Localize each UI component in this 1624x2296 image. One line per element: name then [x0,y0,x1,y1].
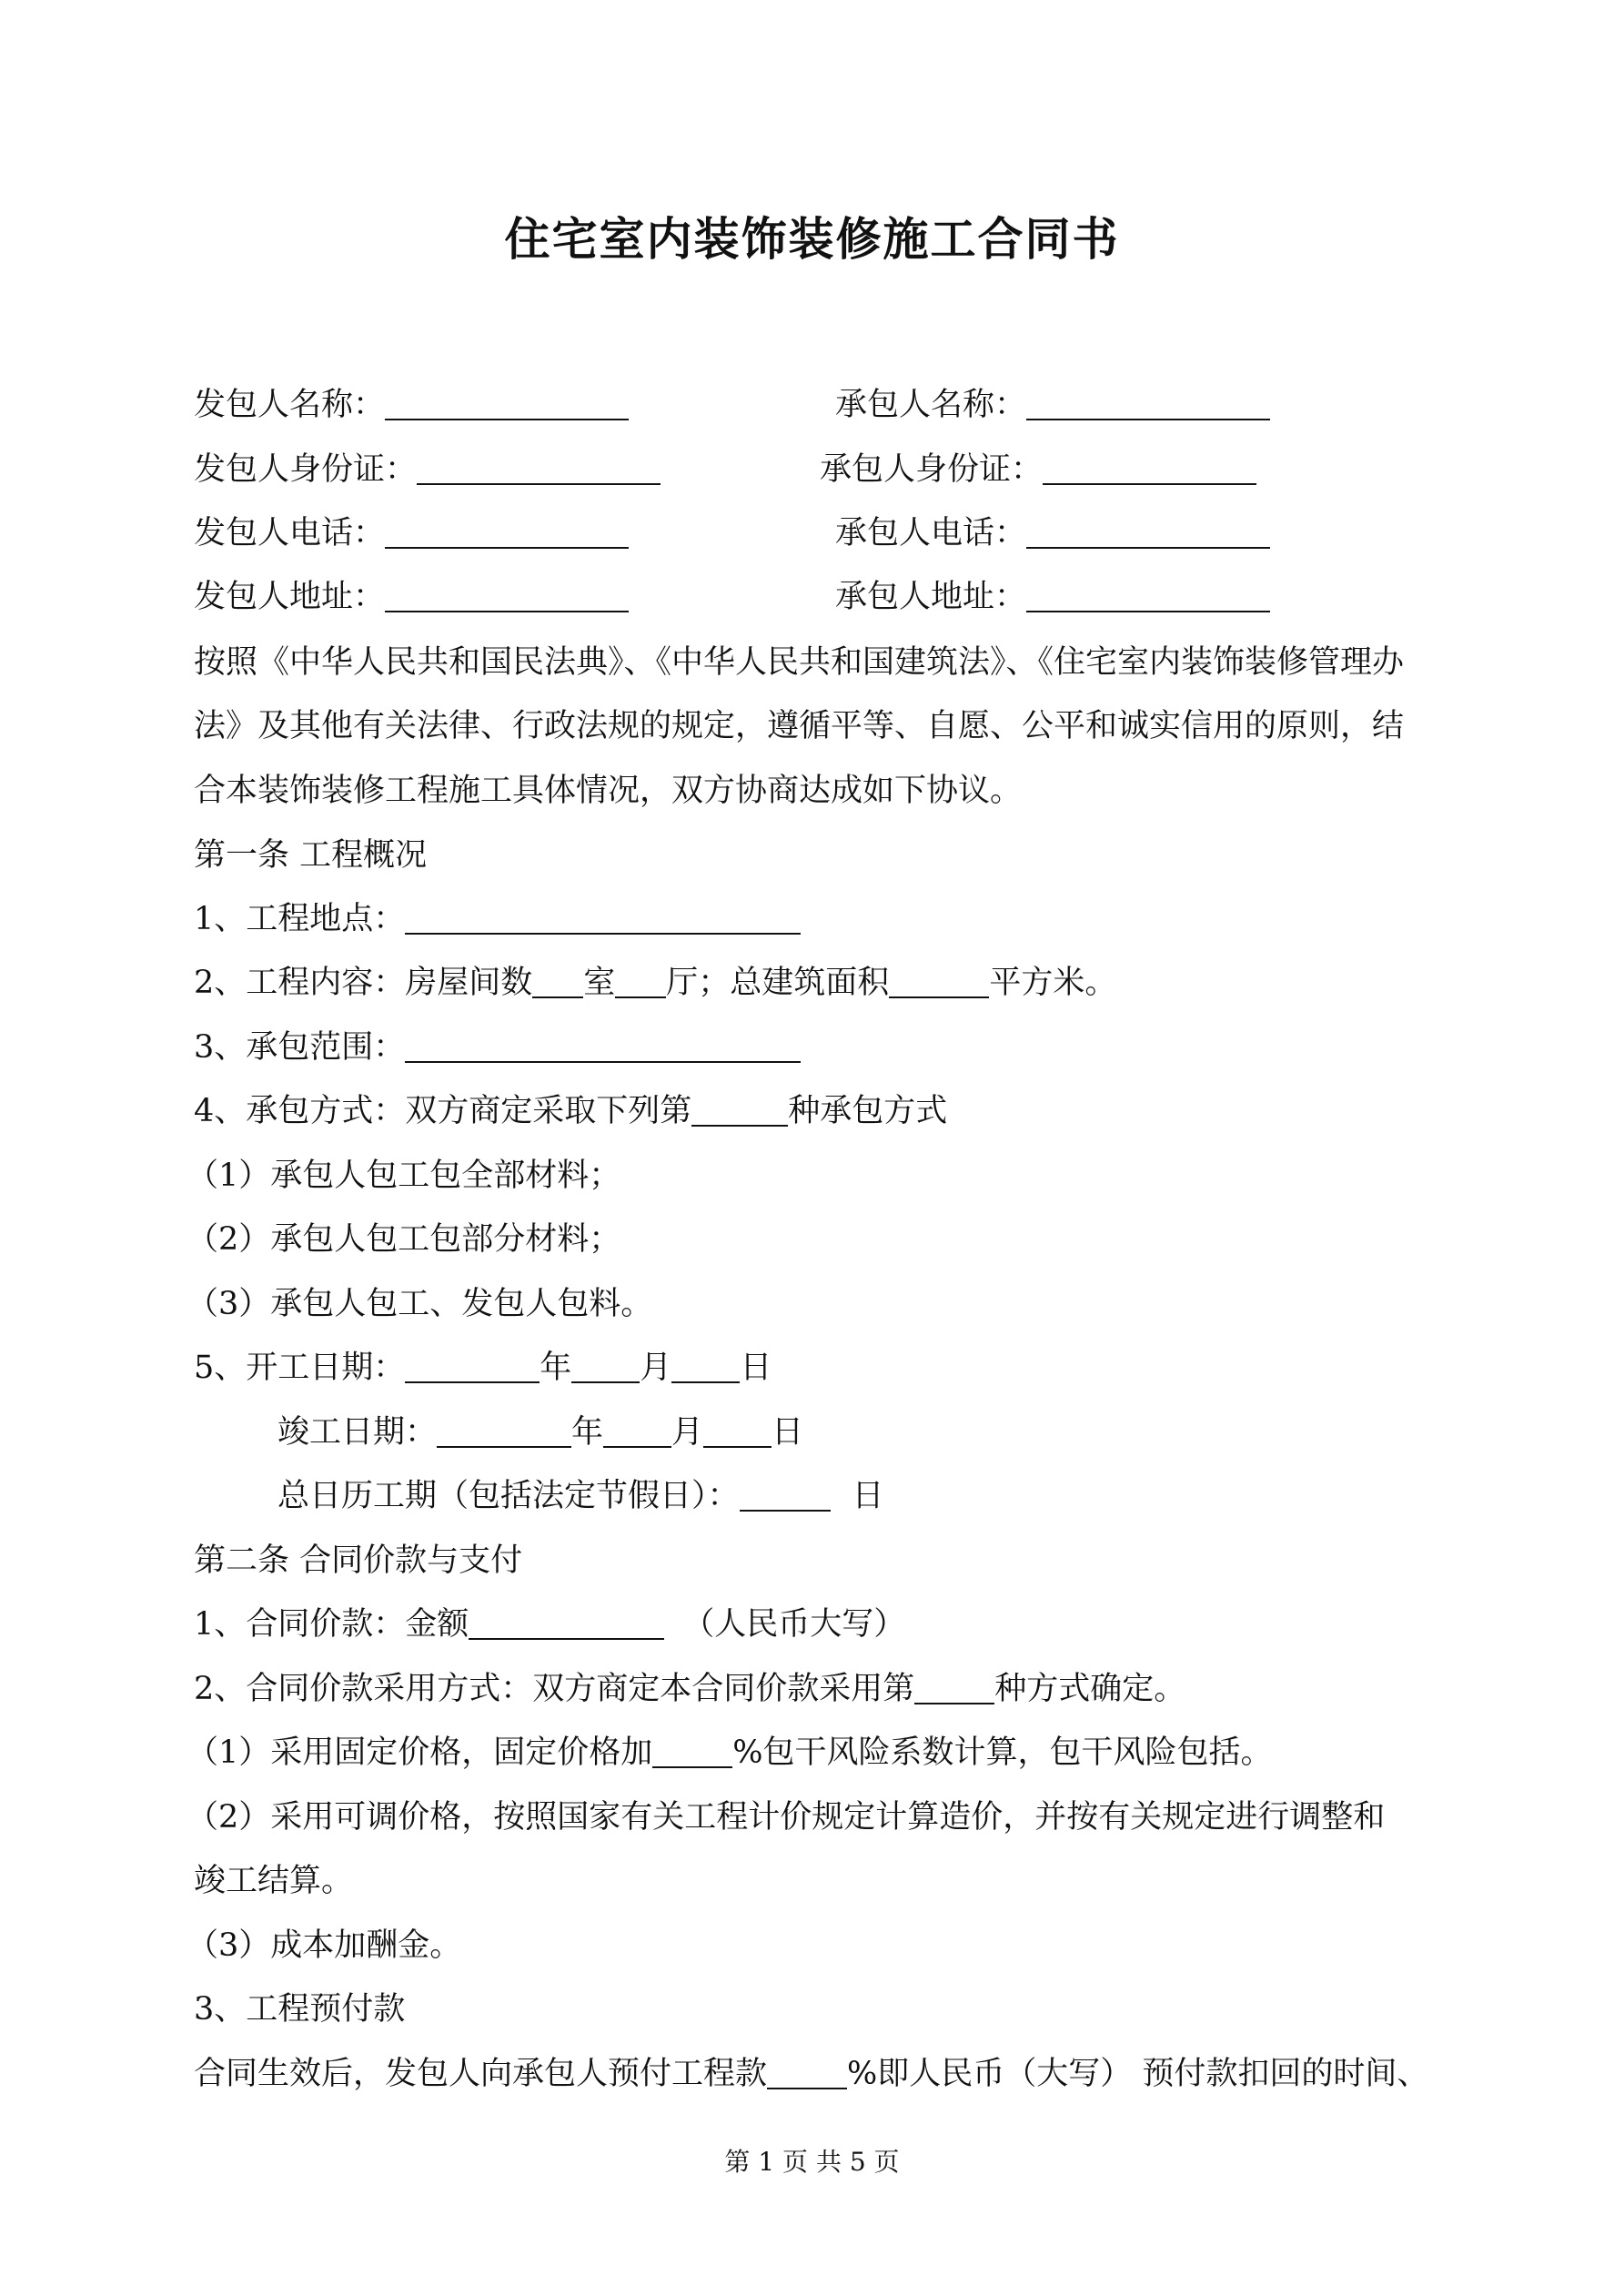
month-unit: 月 [640,1350,672,1386]
rooms-field[interactable] [532,960,583,998]
mode-option-1: （1）承包人包工包全部材料； [187,1158,621,1194]
method-option-2-line-2: 竣工结算。 [194,1863,354,1899]
document-title: 住宅室内装饰装修施工合同书 [504,212,1120,266]
employer-name-field[interactable] [385,382,629,420]
site-field[interactable] [405,896,801,935]
contractor-id-row [820,447,1256,492]
method-option-1-label: （1）采用固定价格，固定价格加 [187,1735,653,1771]
start-month-field[interactable] [571,1345,640,1383]
method-field[interactable] [914,1666,994,1704]
employer-address-label: 发包人地址： [194,579,386,615]
method-suffix: 种方式确定。 [994,1671,1186,1707]
preamble-line-3: 合本装饰装修工程施工具体情况，双方协商达成如下协议。 [194,773,1023,809]
method-option-2-line-1: （2）采用可调价格，按照国家有关工程计价规定计算造价，并按有关规定进行调整和 [187,1799,1386,1836]
prepayment-row [194,2051,1428,2097]
finish-date-row [277,1410,803,1455]
method-row [194,1666,1185,1712]
mode-field[interactable] [691,1088,788,1127]
contractor-phone-field[interactable] [1026,511,1270,549]
month-unit: 月 [671,1414,704,1451]
scope-field[interactable] [405,1025,801,1063]
finish-day-field[interactable] [703,1410,772,1448]
employer-phone-field[interactable] [385,511,629,549]
method-option-1-suffix: %包干风险系数计算，包干风险包括。 [732,1735,1273,1771]
method-option-1 [187,1730,1273,1775]
method-option-3: （3）成本加酬金。 [187,1927,462,1964]
contractor-name-label: 承包人名称： [835,387,1027,423]
content-row [194,960,1116,1006]
mode-label: 4、承包方式：双方商定采取下列第 [194,1093,692,1129]
employer-name-label: 发包人名称： [194,387,386,423]
site-label: 1、工程地点： [194,901,406,937]
employer-phone-label: 发包人电话： [194,515,386,551]
employer-address-field[interactable] [385,574,629,612]
risk-rate-field[interactable] [652,1730,732,1768]
area-field[interactable] [889,960,989,998]
employer-name-row [194,382,629,428]
contractor-address-row [835,574,1270,620]
employer-phone-row [194,511,629,556]
area-label: 厅；总建筑面积 [666,965,890,1001]
price-note: （人民币大写） [682,1606,906,1643]
scope-row [194,1025,801,1070]
scope-label: 3、承包范围： [194,1029,406,1066]
year-unit: 年 [540,1350,572,1386]
start-day-field[interactable] [671,1345,740,1383]
contractor-id-label: 承包人身份证： [820,451,1044,488]
year-unit: 年 [571,1414,604,1451]
start-year-field[interactable] [405,1345,540,1383]
finish-month-field[interactable] [603,1410,671,1448]
article-2-heading: 第二条 合同价款与支付 [194,1542,523,1579]
mode-row [194,1088,947,1134]
price-field[interactable] [469,1602,664,1640]
site-row [194,896,801,942]
mode-suffix: 种承包方式 [788,1093,948,1129]
prepayment-heading: 3、工程预付款 [194,1991,406,2028]
start-date-row [194,1345,772,1391]
contractor-address-label: 承包人地址： [835,579,1027,615]
employer-id-label: 发包人身份证： [194,451,418,488]
contractor-id-field[interactable] [1043,447,1256,485]
day-unit: 日 [740,1350,772,1386]
preamble-line-2: 法》及其他有关法律、行政法规的规定，遵循平等、自愿、公平和诚实信用的原则，结 [194,708,1405,744]
contractor-phone-row [835,511,1270,556]
mode-option-2: （2）承包人包工包部分材料； [187,1221,621,1258]
halls-field[interactable] [615,960,666,998]
preamble-line-1: 按照《中华人民共和国民法典》、《中华人民共和国建筑法》、《住宅室内装饰装修管理办 [194,644,1405,681]
finish-year-field[interactable] [437,1410,571,1448]
finish-date-label: 竣工日期： [277,1414,438,1451]
duration-field[interactable] [740,1473,831,1512]
duration-row [277,1473,884,1519]
content-label: 2、工程内容：房屋间数 [194,965,533,1001]
page-footer: 第 1 页 共 5 页 [724,2147,900,2177]
article-1-heading: 第一条 工程概况 [194,837,428,874]
rooms-unit: 室 [583,965,616,1001]
mode-option-3: （3）承包人包工、发包人包料。 [187,1286,653,1322]
duration-unit: 日 [852,1478,884,1514]
duration-label: 总日历工期（包括法定节假日）： [277,1478,740,1514]
price-label: 1、合同价款：金额 [194,1606,469,1643]
day-unit: 日 [772,1414,804,1451]
area-unit: 平方米。 [989,965,1117,1001]
employer-id-row [194,447,661,492]
contractor-name-field[interactable] [1026,382,1270,420]
prepayment-suffix: %即人民币（大写） 预付款扣回的时间、 [847,2056,1429,2092]
contractor-address-field[interactable] [1026,574,1270,612]
start-date-label: 5、开工日期： [194,1350,406,1386]
price-row [194,1602,905,1647]
prepayment-label: 合同生效后，发包人向承包人预付工程款 [194,2056,768,2092]
employer-id-field[interactable] [417,447,661,485]
method-label: 2、合同价款采用方式：双方商定本合同价款采用第 [194,1671,915,1707]
contractor-phone-label: 承包人电话： [835,515,1027,551]
employer-address-row [194,574,629,620]
prepayment-rate-field[interactable] [767,2051,847,2089]
contractor-name-row [835,382,1270,428]
